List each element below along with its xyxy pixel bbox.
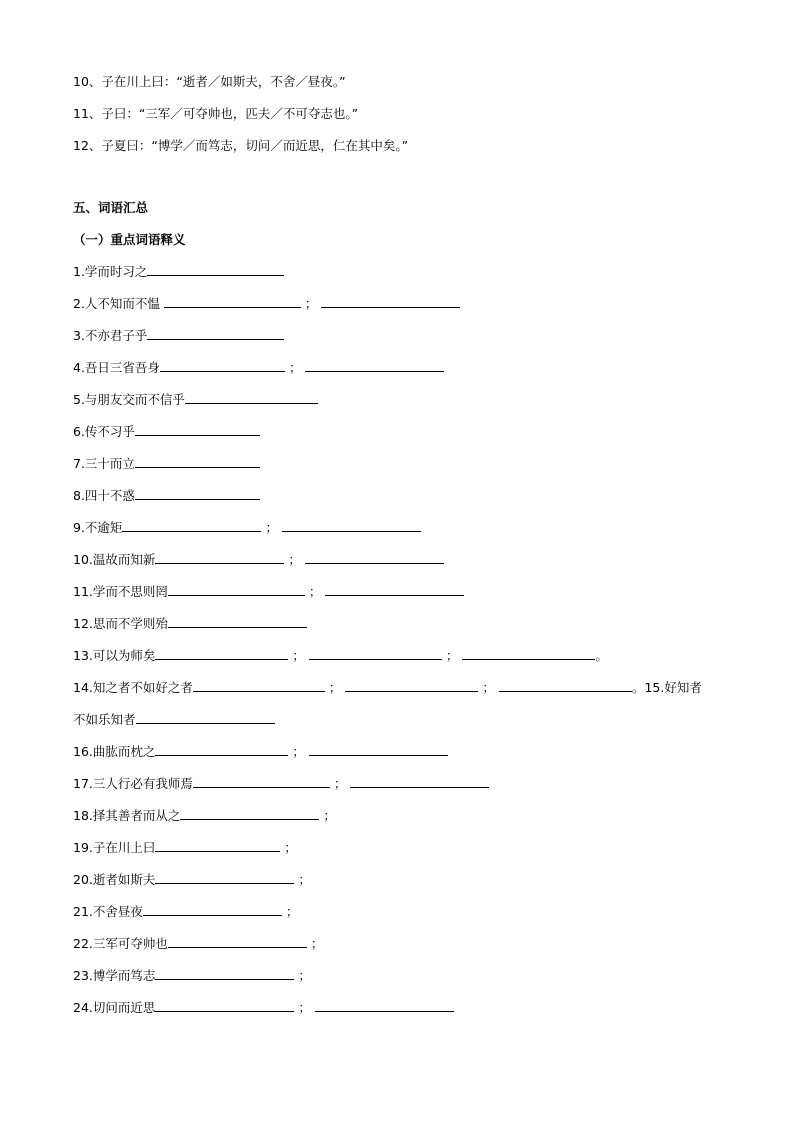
answer-blank[interactable] [155,966,294,980]
answer-blank[interactable] [462,646,595,660]
answer-blank[interactable] [282,518,421,532]
vocab-label: 5.与朋友交而不信乎 [73,392,185,407]
vocab-item-9 [73,518,421,538]
answer-blank[interactable] [193,774,330,788]
answer-blank[interactable] [155,998,294,1012]
answer-blank[interactable] [147,262,284,276]
answer-blank[interactable] [155,550,284,564]
answer-blank[interactable] [135,454,260,468]
vocab-item-21 [73,902,302,922]
semicolon: ； [288,552,301,567]
vocab-label: 12.思而不学则殆 [73,616,168,631]
vocab-item-6 [73,422,260,442]
answer-blank[interactable] [135,422,260,436]
answer-blank[interactable] [315,998,454,1012]
vocab-label: 4.吾日三省吾身 [73,360,160,375]
subsection-title: （一）重点词语释义 [73,232,186,247]
vocab-item-10 [73,550,444,570]
vocab-label: 24.切问而近思 [73,1000,156,1015]
semicolon: ； [285,904,299,919]
answer-blank[interactable] [180,806,319,820]
period: 。 [631,680,645,695]
answer-blank[interactable] [155,646,288,660]
answer-blank[interactable] [185,390,318,404]
semicolon: ； [445,648,459,663]
vocab-item-12 [73,614,307,634]
answer-blank[interactable] [168,582,305,596]
answer-blank[interactable] [164,294,301,308]
vocab-label: 2.人不知而不愠 [73,296,164,311]
answer-blank[interactable] [160,358,285,372]
section-title: 五、词语汇总 [73,200,149,215]
answer-blank[interactable] [325,582,464,596]
answer-blank[interactable] [345,678,478,692]
vocab-item-20 [73,870,315,890]
semicolon: ； [328,680,342,695]
answer-blank[interactable] [309,742,448,756]
vocab-item-16 [73,742,448,762]
quote-line-11: 11、子曰：“三军／可夺帅也，匹夫／不可夺志也。” [73,106,359,121]
vocab-item-7 [73,454,260,474]
answer-blank[interactable] [499,678,632,692]
vocab-item-13 [73,646,608,666]
answer-blank[interactable] [305,358,444,372]
vocab-label: 18.择其善者而从之 [73,808,181,823]
answer-blank[interactable] [321,294,460,308]
answer-blank[interactable] [155,742,288,756]
vocab-label: 21.不舍昼夜 [73,904,143,919]
vocab-item-11 [73,582,464,602]
vocab-item-5 [73,390,318,410]
vocab-item-2 [73,294,460,314]
answer-blank[interactable] [147,326,284,340]
vocab-item-24 [73,998,454,1018]
vocab-label-15: 15.好知者 [644,680,702,695]
semicolon: ； [310,936,324,951]
semicolon: ； [323,808,336,823]
vocab-label: 9.不逾矩 [73,520,123,535]
answer-blank[interactable] [143,902,282,916]
answer-blank[interactable] [168,614,307,628]
semicolon: ； [333,776,347,791]
vocab-label: 17.三人行必有我师焉 [73,776,193,791]
vocab-label: 19.子在川上曰 [73,840,156,855]
period: 。 [595,648,608,663]
vocab-item-15-continued [73,710,275,730]
answer-blank[interactable] [168,934,307,948]
answer-blank[interactable] [136,710,275,724]
semicolon: ； [298,872,311,887]
vocab-item-8 [73,486,260,506]
vocab-label: 14.知之者不如好之者 [73,680,193,695]
vocab-label: 10.温故而知新 [73,552,156,567]
answer-blank[interactable] [122,518,261,532]
vocab-label: 不如乐知者 [73,712,136,727]
semicolon: ； [288,360,302,375]
vocab-item-1 [73,262,284,282]
quote-line-10: 10、子在川上曰：“逝者／如斯夫，不舍／昼夜。” [73,74,346,89]
semicolon: ； [298,968,311,983]
semicolon: ； [292,744,305,759]
vocab-label: 13.可以为师矣 [73,648,156,663]
vocab-label: 1.学而时习之 [73,264,148,279]
vocab-label: 7.三十而立 [73,456,135,471]
vocab-label: 6.传不习乎 [73,424,135,439]
answer-blank[interactable] [193,678,325,692]
semicolon: ； [482,680,495,695]
vocab-label: 23.博学而笃志 [73,968,156,983]
vocab-label: 11.学而不思则罔 [73,584,168,599]
answer-blank[interactable] [155,838,280,852]
vocab-label: 20.逝者如斯夫 [73,872,156,887]
vocab-item-19 [73,838,301,858]
answer-blank[interactable] [155,870,294,884]
semicolon: ； [292,648,305,663]
answer-blank[interactable] [309,646,442,660]
vocab-label: 22.三军可夺帅也 [73,936,168,951]
semicolon: ； [265,520,278,535]
vocab-item-14 [73,678,702,698]
vocab-item-3 [73,326,284,346]
semicolon: ； [304,296,318,311]
semicolon: ； [284,840,297,855]
answer-blank[interactable] [135,486,260,500]
vocab-item-4 [73,358,444,378]
vocab-label: 8.四十不惑 [73,488,135,503]
semicolon: ； [308,584,322,599]
vocab-item-23 [73,966,315,986]
vocab-label: 3.不亦君子乎 [73,328,148,343]
vocab-item-22 [73,934,327,954]
quote-line-12: 12、子夏曰：“博学／而笃志，切问／而近思，仁在其中矣。” [73,138,409,153]
vocab-item-18 [73,806,340,826]
semicolon: ； [298,1000,311,1015]
answer-blank[interactable] [305,550,444,564]
answer-blank[interactable] [350,774,489,788]
vocab-label: 16.曲肱而枕之 [73,744,156,759]
vocab-item-17 [73,774,489,794]
